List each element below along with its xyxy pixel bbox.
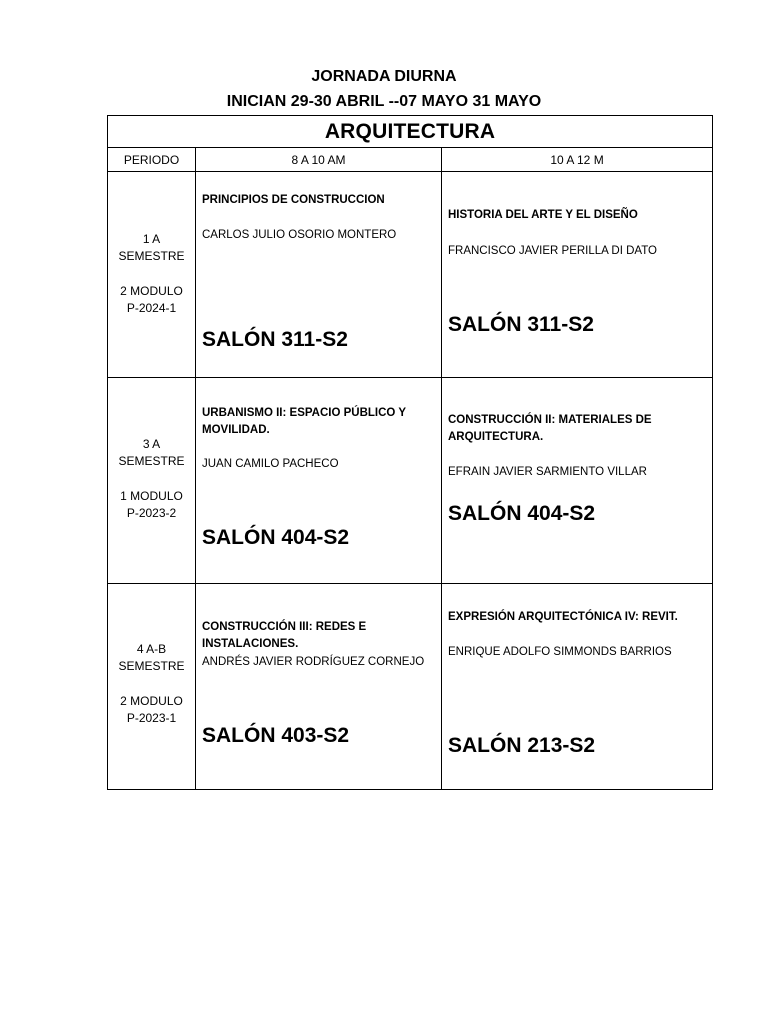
slot-cell bbox=[442, 172, 713, 378]
period-cell bbox=[108, 584, 196, 790]
period-info bbox=[108, 436, 195, 522]
teacher-name: CARLOS JULIO OSORIO MONTERO bbox=[202, 229, 397, 241]
room-label: SALÓN 403-S2 bbox=[202, 724, 350, 747]
slot-cell bbox=[196, 584, 442, 790]
period-code: P-2023-2 bbox=[126, 506, 177, 520]
period-module: 1 MODULO bbox=[120, 489, 183, 503]
period-module: 2 MODULO bbox=[120, 284, 183, 298]
column-header-period: PERIODO bbox=[108, 148, 196, 172]
period-code: P-2023-1 bbox=[126, 711, 177, 725]
period-semester: SEMESTRE bbox=[118, 249, 185, 263]
table-row bbox=[108, 584, 713, 790]
room-label: SALÓN 404-S2 bbox=[202, 526, 350, 549]
slot-cell bbox=[442, 584, 713, 790]
period-semester: SEMESTRE bbox=[118, 454, 185, 468]
table-row bbox=[108, 172, 713, 378]
period-group: 3 A bbox=[142, 437, 161, 451]
period-module: 2 MODULO bbox=[120, 694, 183, 708]
schedule-table bbox=[107, 115, 713, 790]
room-label: SALÓN 213-S2 bbox=[448, 734, 596, 757]
period-group: 1 A bbox=[142, 232, 161, 246]
teacher-name: ANDRÉS JAVIER RODRÍGUEZ CORNEJO bbox=[202, 656, 425, 668]
heading-jornada: JORNADA DIURNA bbox=[311, 68, 457, 85]
slot-cell bbox=[442, 378, 713, 584]
teacher-name: JUAN CAMILO PACHECO bbox=[202, 458, 339, 470]
course-name: CONSTRUCCIÓN II: MATERIALES DE ARQUITECTURA. bbox=[448, 414, 652, 443]
period-semester: SEMESTRE bbox=[118, 659, 185, 673]
teacher-name: EFRAIN JAVIER SARMIENTO VILLAR bbox=[448, 466, 647, 478]
table-title: ARQUITECTURA bbox=[108, 116, 713, 148]
period-info bbox=[108, 231, 195, 317]
slot-cell bbox=[196, 378, 442, 584]
slot-cell bbox=[196, 172, 442, 378]
period-cell bbox=[108, 172, 196, 378]
room-label: SALÓN 311-S2 bbox=[202, 328, 348, 351]
heading-dates: INICIAN 29-30 ABRIL --07 MAYO 31 MAYO bbox=[226, 93, 542, 110]
column-header-slot-2: 10 A 12 M bbox=[442, 148, 713, 172]
table-row bbox=[108, 378, 713, 584]
room-label: SALÓN 311-S2 bbox=[448, 313, 594, 336]
course-name: PRINCIPIOS DE CONSTRUCCION bbox=[202, 194, 385, 206]
period-info bbox=[108, 641, 195, 727]
course-name: EXPRESIÓN ARQUITECTÓNICA IV: REVIT. bbox=[448, 611, 678, 623]
period-cell bbox=[108, 378, 196, 584]
course-name: URBANISMO II: ESPACIO PÚBLICO Y MOVILIDAD. bbox=[202, 407, 406, 436]
column-header-slot-1: 8 A 10 AM bbox=[196, 148, 442, 172]
course-name: HISTORIA DEL ARTE Y EL DISEÑO bbox=[448, 209, 638, 221]
teacher-name: FRANCISCO JAVIER PERILLA DI DATO bbox=[448, 245, 657, 257]
period-group: 4 A-B bbox=[136, 642, 167, 656]
teacher-name: ENRIQUE ADOLFO SIMMONDS BARRIOS bbox=[448, 646, 672, 658]
room-label: SALÓN 404-S2 bbox=[448, 502, 596, 525]
course-name: CONSTRUCCIÓN III: REDES E INSTALACIONES. bbox=[202, 621, 367, 650]
period-code: P-2024-1 bbox=[126, 301, 177, 315]
